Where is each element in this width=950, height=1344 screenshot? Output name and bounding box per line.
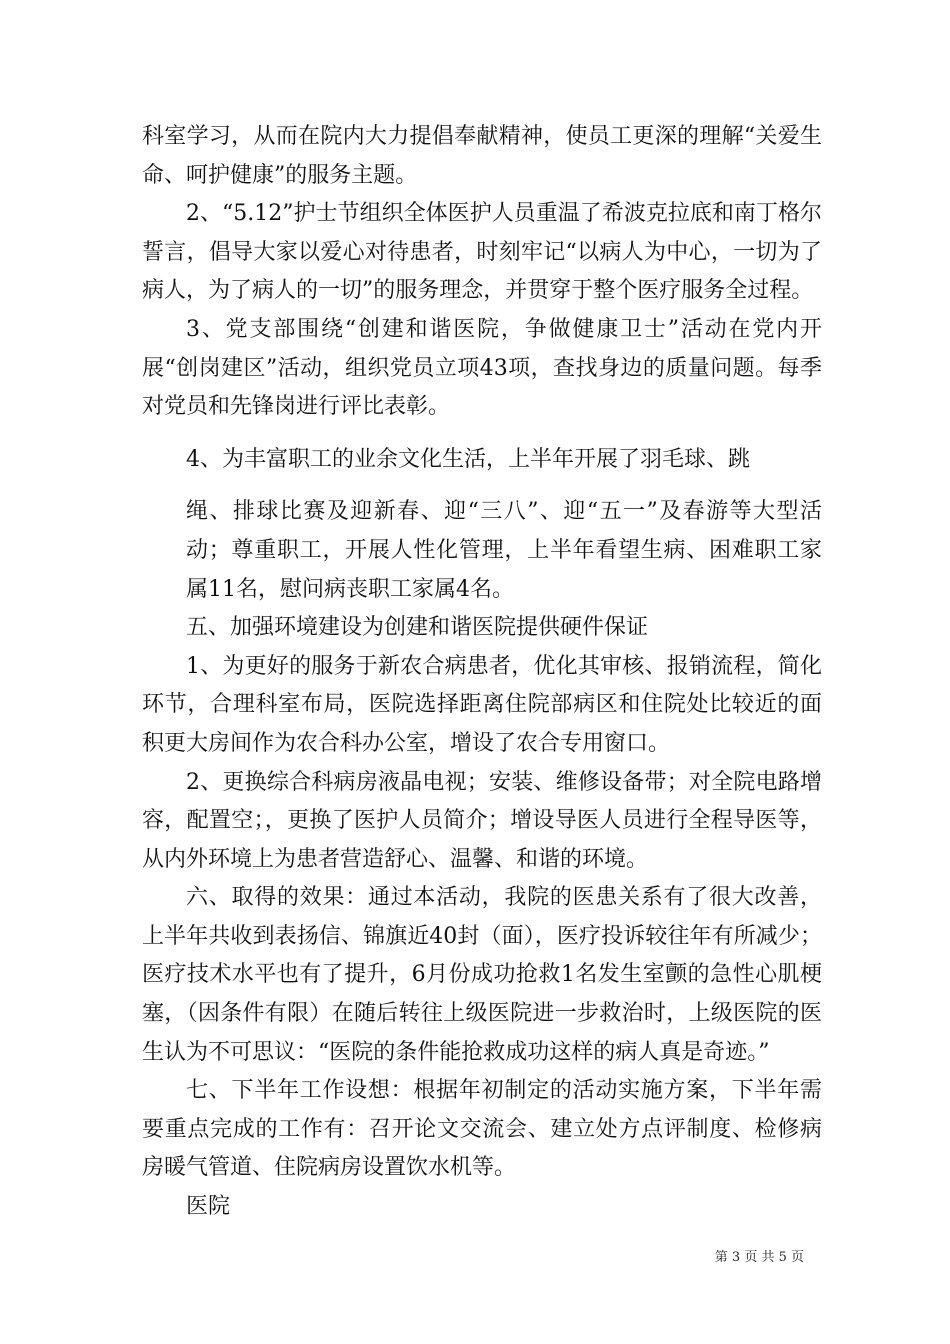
paragraph-9: 七、下半年工作设想：根据年初制定的活动实施方案，下半年需要重点完成的工作有：召开论文交流会、建立处方点评制度、检修病房暖气管道、住院病房设置饮水机等。 [142,1078,822,1181]
signature-line: 医院 [186,1194,231,1220]
page-number: 第 3 页 共 5 页 [714,1250,804,1265]
document-body [142,118,822,1227]
paragraph-3: 3、党支部围绕“创建和谐医院，争做健康卫士”活动在党内开展“创岗建区”活动，组织党员立项43项，查找身边的质量问题。每季对党员和先锋岗进行评比表彰。 [142,316,822,420]
paragraph-2: 2、“5.12”护士节组织全体医护人员重温了希波克拉底和南丁格尔誓言，倡导大家以爱心对待患者，时刻牢记“以病人为中心，一切为了病人，为了病人的一切”的服务理念，并贯穿于整个医疗服务全过程。 [142,201,822,304]
paragraph-6: 1、为更好的服务于新农合病患者，优化其审核、报销流程，简化环节，合理科室布局，医院选择距离住院部病区和住院处比较近的面积更大房间作为农合科办公室，增设了农合专用窗口。 [142,653,822,756]
paragraph-1: 科室学习，从而在院内大力提倡奉献精神，使员工更深的理解“关爱生命、呵护健康”的服务主题。 [142,124,822,188]
section-heading-5: 五、加强环境建设为创建和谐医院提供硬件保证 [186,615,649,641]
paragraph-8: 六、取得的效果：通过本活动，我院的医患关系有了很大改善，上半年共收到表扬信、锦旗近40封（面），医疗投诉较往年有所减少；医疗技术水平也有了提升，6月份成功抢救1名发生室颤的急性心肌梗塞，（因条件有限）在随后转往上级医院进一步救治时，上级医院的医生认为不可思议：“医院的条件能抢救成功这样的病人真是奇迹。” [142,885,822,1065]
paragraph-4: 4、为丰富职工的业余文化生活，上半年开展了羽毛球、跳 [186,446,750,472]
paragraph-7: 2、更换综合科病房液晶电视；安装、维修设备带；对全院电路增容，配置空；，更换了医护人员简介；增设导医人员进行全程导医等，从内外环境上为患者营造舒心、温馨、和谐的环境。 [142,769,822,872]
paragraph-5: 绳、排球比赛及迎新春、迎“三八”、迎“五一”及春游等大型活动；尊重职工，开展人性化管理，上半年看望生病、困难职工家属11名，慰问病丧职工家属4名。 [186,499,822,602]
